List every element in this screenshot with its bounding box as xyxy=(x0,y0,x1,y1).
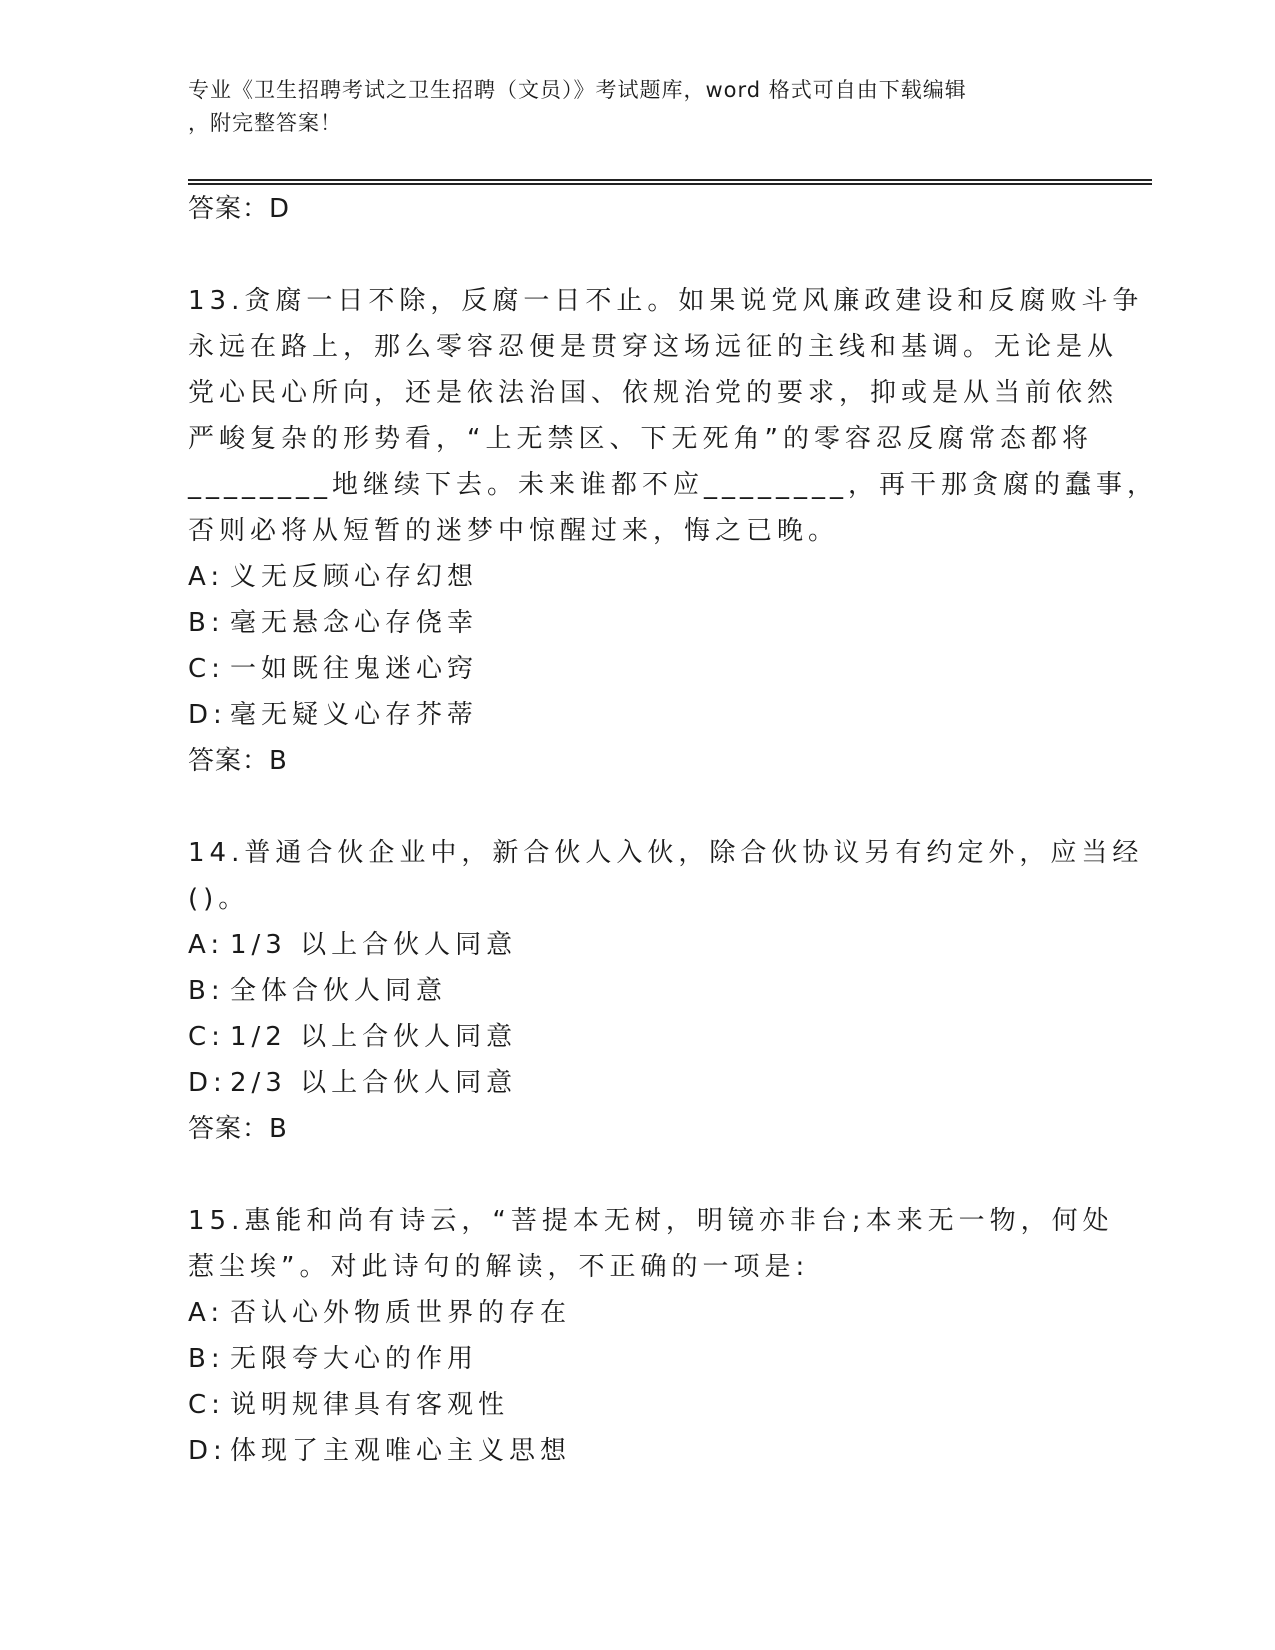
option-text: 毫无疑义心存芥蒂 xyxy=(230,700,479,730)
option-key: B: xyxy=(188,1344,225,1374)
option-key: C: xyxy=(188,1390,225,1420)
stem-line: 13.贪腐一日不除，反腐一日不止。如果说党风廉政建设和反腐败斗争 xyxy=(188,286,1144,316)
option-key: A: xyxy=(188,1298,225,1328)
question-stem xyxy=(188,278,1159,554)
option-text: 1/3 以上合伙人同意 xyxy=(230,930,518,960)
stem-line: 惹尘埃”。对此诗句的解读，不正确的一项是: xyxy=(188,1252,810,1282)
answer-line: 答案：B xyxy=(188,1114,288,1144)
option-key: B: xyxy=(188,976,225,1006)
option-key: A: xyxy=(188,562,225,592)
header-divider-bottom xyxy=(188,183,1152,185)
option-d xyxy=(188,1428,1088,1474)
stem-line: 15.惠能和尚有诗云，“菩提本无树，明镜亦非台;本来无一物，何处 xyxy=(188,1206,1114,1236)
option-c xyxy=(188,1014,1088,1060)
stem-line: ________地继续下去。未来谁都不应________，再干那贪腐的蠢事， xyxy=(188,470,1159,500)
stem-line: ()。 xyxy=(188,884,250,914)
question-stem xyxy=(188,1198,1114,1290)
option-a xyxy=(188,922,1088,968)
option-d xyxy=(188,1060,1088,1106)
stem-line: 严峻复杂的形势看，“上无禁区、下无死角”的零容忍反腐常态都将 xyxy=(188,424,1093,454)
option-b xyxy=(188,1336,1088,1382)
header-divider-top xyxy=(188,179,1152,181)
question-stem xyxy=(188,830,1144,922)
option-key: B: xyxy=(188,608,225,638)
option-a xyxy=(188,554,1088,600)
option-text: 体现了主观唯心主义思想 xyxy=(230,1436,572,1466)
previous-answer: 答案：D xyxy=(188,194,291,224)
option-text: 2/3 以上合伙人同意 xyxy=(230,1068,518,1098)
answer-line: 答案：B xyxy=(188,746,288,776)
option-b xyxy=(188,968,1088,1014)
document-header xyxy=(188,74,1088,140)
option-key: C: xyxy=(188,1022,225,1052)
option-key: A: xyxy=(188,930,225,960)
option-d xyxy=(188,692,1088,738)
option-b xyxy=(188,600,1088,646)
option-a xyxy=(188,1290,1088,1336)
question-14 xyxy=(188,830,1144,1152)
option-key: D: xyxy=(188,1436,227,1466)
option-c xyxy=(188,1382,1088,1428)
question-13 xyxy=(188,278,1159,784)
option-c xyxy=(188,646,1088,692)
option-text: 全体合伙人同意 xyxy=(230,976,448,1006)
option-text: 义无反顾心存幻想 xyxy=(230,562,479,592)
stem-line: 永远在路上，那么零容忍便是贯穿这场远征的主线和基调。无论是从 xyxy=(188,332,1119,362)
option-text: 说明规律具有客观性 xyxy=(230,1390,510,1420)
option-text: 无限夸大心的作用 xyxy=(230,1344,479,1374)
question-15 xyxy=(188,1198,1114,1474)
stem-line: 否则必将从短暂的迷梦中惊醒过来，悔之已晚。 xyxy=(188,516,840,546)
document-body xyxy=(188,186,1159,1474)
option-text: 一如既往鬼迷心窍 xyxy=(230,654,479,684)
option-key: D: xyxy=(188,700,227,730)
header-line-2: ，附完整答案！ xyxy=(188,111,342,135)
option-text: 1/2 以上合伙人同意 xyxy=(230,1022,518,1052)
option-text: 毫无悬念心存侥幸 xyxy=(230,608,479,638)
option-key: D: xyxy=(188,1068,227,1098)
stem-line: 党心民心所向，还是依法治国、依规治党的要求，抑或是从当前依然 xyxy=(188,378,1119,408)
header-line-1: 专业《卫生招聘考试之卫生招聘（文员）》考试题库，word 格式可自由下载编辑 xyxy=(188,78,967,102)
option-text: 否认心外物质世界的存在 xyxy=(230,1298,572,1328)
option-key: C: xyxy=(188,654,225,684)
stem-line: 14.普通合伙企业中，新合伙人入伙，除合伙协议另有约定外，应当经 xyxy=(188,838,1144,868)
